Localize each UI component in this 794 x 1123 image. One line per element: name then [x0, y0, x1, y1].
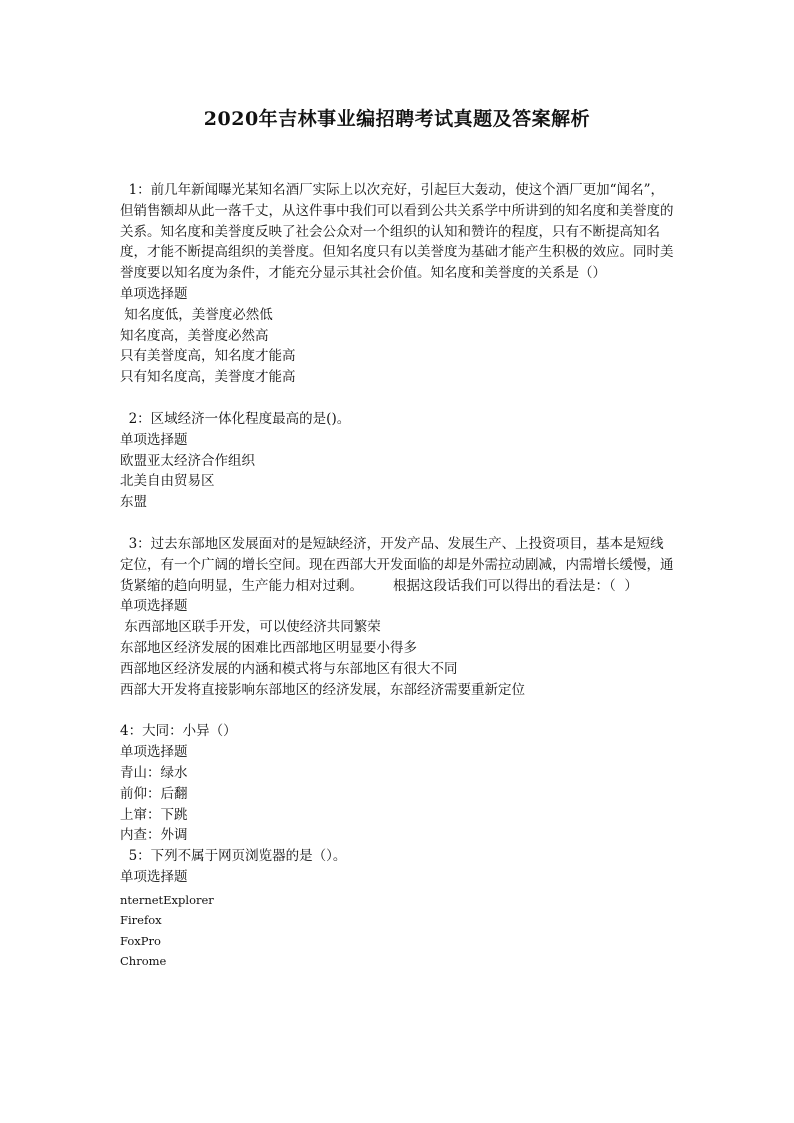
question-3-text: 3：过去东部地区发展面对的是短缺经济，开发产品、发展生产、上投资项目，基本是短线定位，有一个广阔的增长空间。现在西部大开发面临的却是外需拉动剧减，内需增长缓慢，通货紧缩的趋向明显，生产能力相对过剩。 根据这段话我们可以得出的看法是：（ ）	[120, 535, 674, 594]
question-3-option-c: 西部地区经济发展的内涵和模式将与东部地区有很大不同	[120, 660, 458, 677]
question-1-text: 1：前几年新闻曝光某知名酒厂实际上以次充好，引起巨大轰动，使这个酒厂更加“闻名”，但销售额却从此一落千丈，从这件事中我们可以看到公共关系学中所讲到的知名度和美誉度的关系。知名度和美誉度反映了社会公众对一个组织的认知和赞许的程度，只有不断提高知名度，才能不断提高组织的美誉度。但知名度只有以美誉度为基础才能产生积极的效应。同时美誉度要以知名度为条件，才能充分显示其社会价值。知名度和美誉度的关系是（）	[120, 182, 674, 282]
question-1	[120, 180, 675, 388]
question-5-text: 5：下列不属于网页浏览器的是（）。	[120, 848, 347, 865]
question-3-option-d: 西部大开发将直接影响东部地区的经济发展，东部经济需要重新定位	[120, 681, 525, 698]
question-2-type: 单项选择题	[120, 431, 188, 448]
question-3	[120, 534, 675, 700]
question-1-type: 单项选择题	[120, 285, 188, 302]
question-5-option-c: FoxPro	[120, 933, 161, 948]
question-2-option-c: 东盟	[120, 494, 147, 511]
question-4-option-b: 前仰：后翻	[120, 785, 188, 802]
question-3-option-b: 东部地区经济发展的困难比西部地区明显要小得多	[120, 639, 417, 656]
question-4	[120, 721, 675, 846]
question-5-option-d: Chrome	[120, 954, 167, 969]
question-5-type: 单项选择题	[120, 868, 188, 885]
question-2-option-a: 欧盟亚太经济合作组织	[120, 452, 255, 469]
question-3-option-a: 东西部地区联手开发，可以使经济共同繁荣	[120, 619, 381, 636]
question-1-option-c: 只有美誉度高，知名度才能高	[120, 348, 296, 365]
question-4-option-c: 上窜：下跳	[120, 806, 188, 823]
document-title: 2020年吉林事业编招聘考试真题及答案解析	[203, 108, 591, 130]
question-4-option-a: 青山：绿水	[120, 764, 188, 781]
question-4-type: 单项选择题	[120, 744, 188, 761]
question-5-option-b: Firefox	[120, 913, 162, 928]
question-1-option-b: 知名度高，美誉度必然高	[120, 327, 269, 344]
document-body	[120, 180, 675, 972]
question-1-option-d: 只有知名度高，美誉度才能高	[120, 369, 296, 386]
question-5-option-a: nternetExplorer	[120, 892, 214, 907]
question-2	[120, 409, 675, 513]
question-3-type: 单项选择题	[120, 598, 188, 615]
question-4-text: 4：大同：小异（）	[120, 723, 237, 740]
question-5	[120, 846, 675, 972]
question-2-text: 2：区域经济一体化程度最高的是()。	[120, 410, 351, 427]
question-4-option-d: 内查：外调	[120, 827, 188, 844]
question-2-option-b: 北美自由贸易区	[120, 473, 215, 490]
question-1-option-a: 知名度低，美誉度必然低	[120, 306, 273, 323]
